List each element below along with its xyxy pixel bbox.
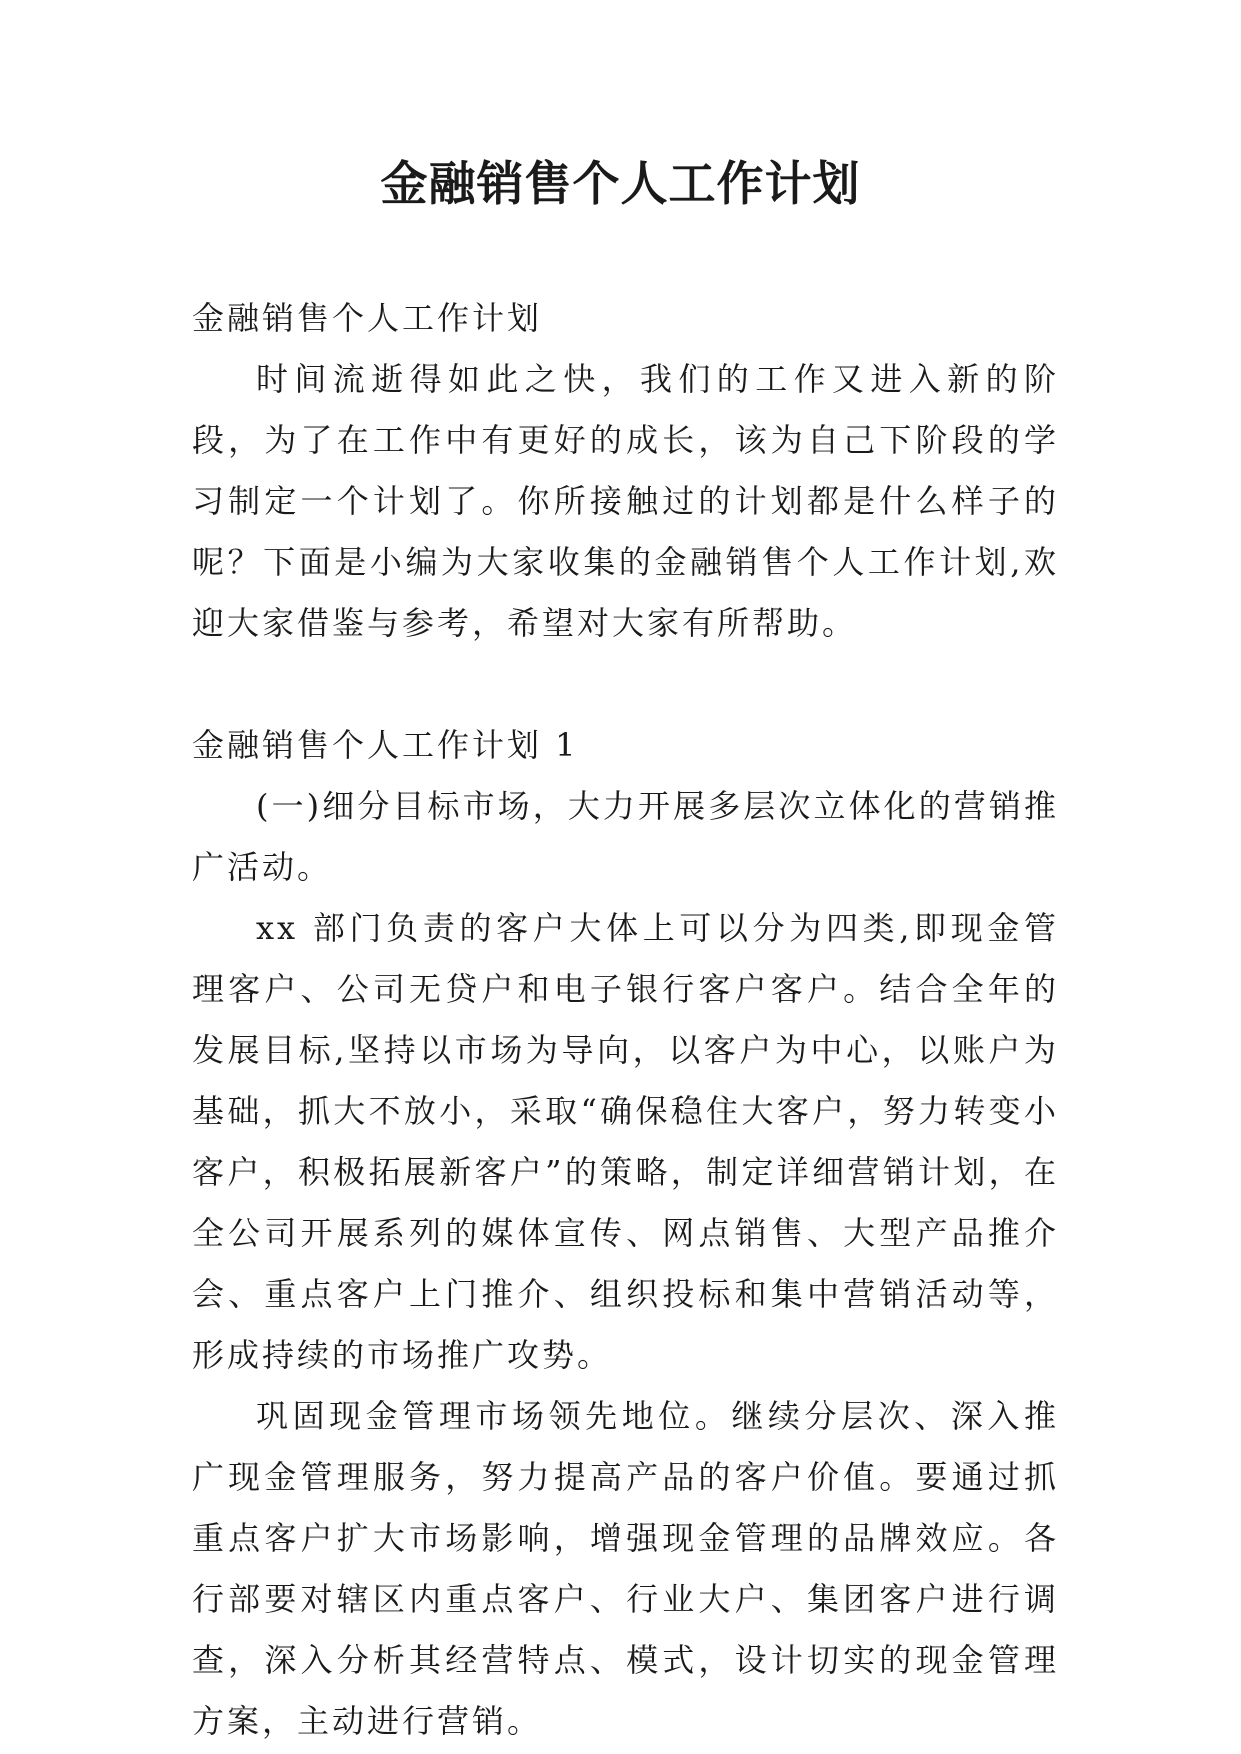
intro-paragraph: 时间流逝得如此之快，我们的工作又进入新的阶段，为了在工作中有更好的成长，该为自己下阶段的学习制定一个计划了。你所接触过的计划都是什么样子的呢？下面是小编为大家收集的金融销售个人工作计划,欢迎大家借鉴与参考，希望对大家有所帮助。 (192, 360, 1059, 642)
section-1-paragraph-2: xx 部门负责的客户大体上可以分为四类,即现金管理客户、公司无贷户和电子银行客户客户。结合全年的发展目标,坚持以市场为导向，以客户为中心，以账户为基础，抓大不放小，采取“确保稳住大客户，努力转变小客户，积极拓展新客户”的策略，制定详细营销计划，在全公司开展系列的媒体宣传、网点销售、大型产品推介会、重点客户上门推介、组织投标和集中营销活动等，形成持续的市场推广攻势。 (192, 909, 1059, 1374)
section-heading-1: 金融销售个人工作计划 1 (192, 726, 579, 764)
section-1-paragraph-3: 巩固现金管理市场领先地位。继续分层次、深入推广现金管理服务，努力提高产品的客户价值。要通过抓重点客户扩大市场影响，增强现金管理的品牌效应。各行部要对辖区内重点客户、行业大户、集团客户进行调查，深入分析其经营特点、模式，设计切实的现金管理方案，主动进行营销。 (192, 1397, 1059, 1740)
document-body (192, 288, 1059, 1752)
section-1-paragraph-1: (一)细分目标市场，大力开展多层次立体化的营销推广活动。 (192, 787, 1059, 886)
section-heading-intro: 金融销售个人工作计划 (192, 299, 543, 337)
document-title: 金融销售个人工作计划 (380, 157, 861, 212)
section-spacer (192, 654, 1059, 715)
